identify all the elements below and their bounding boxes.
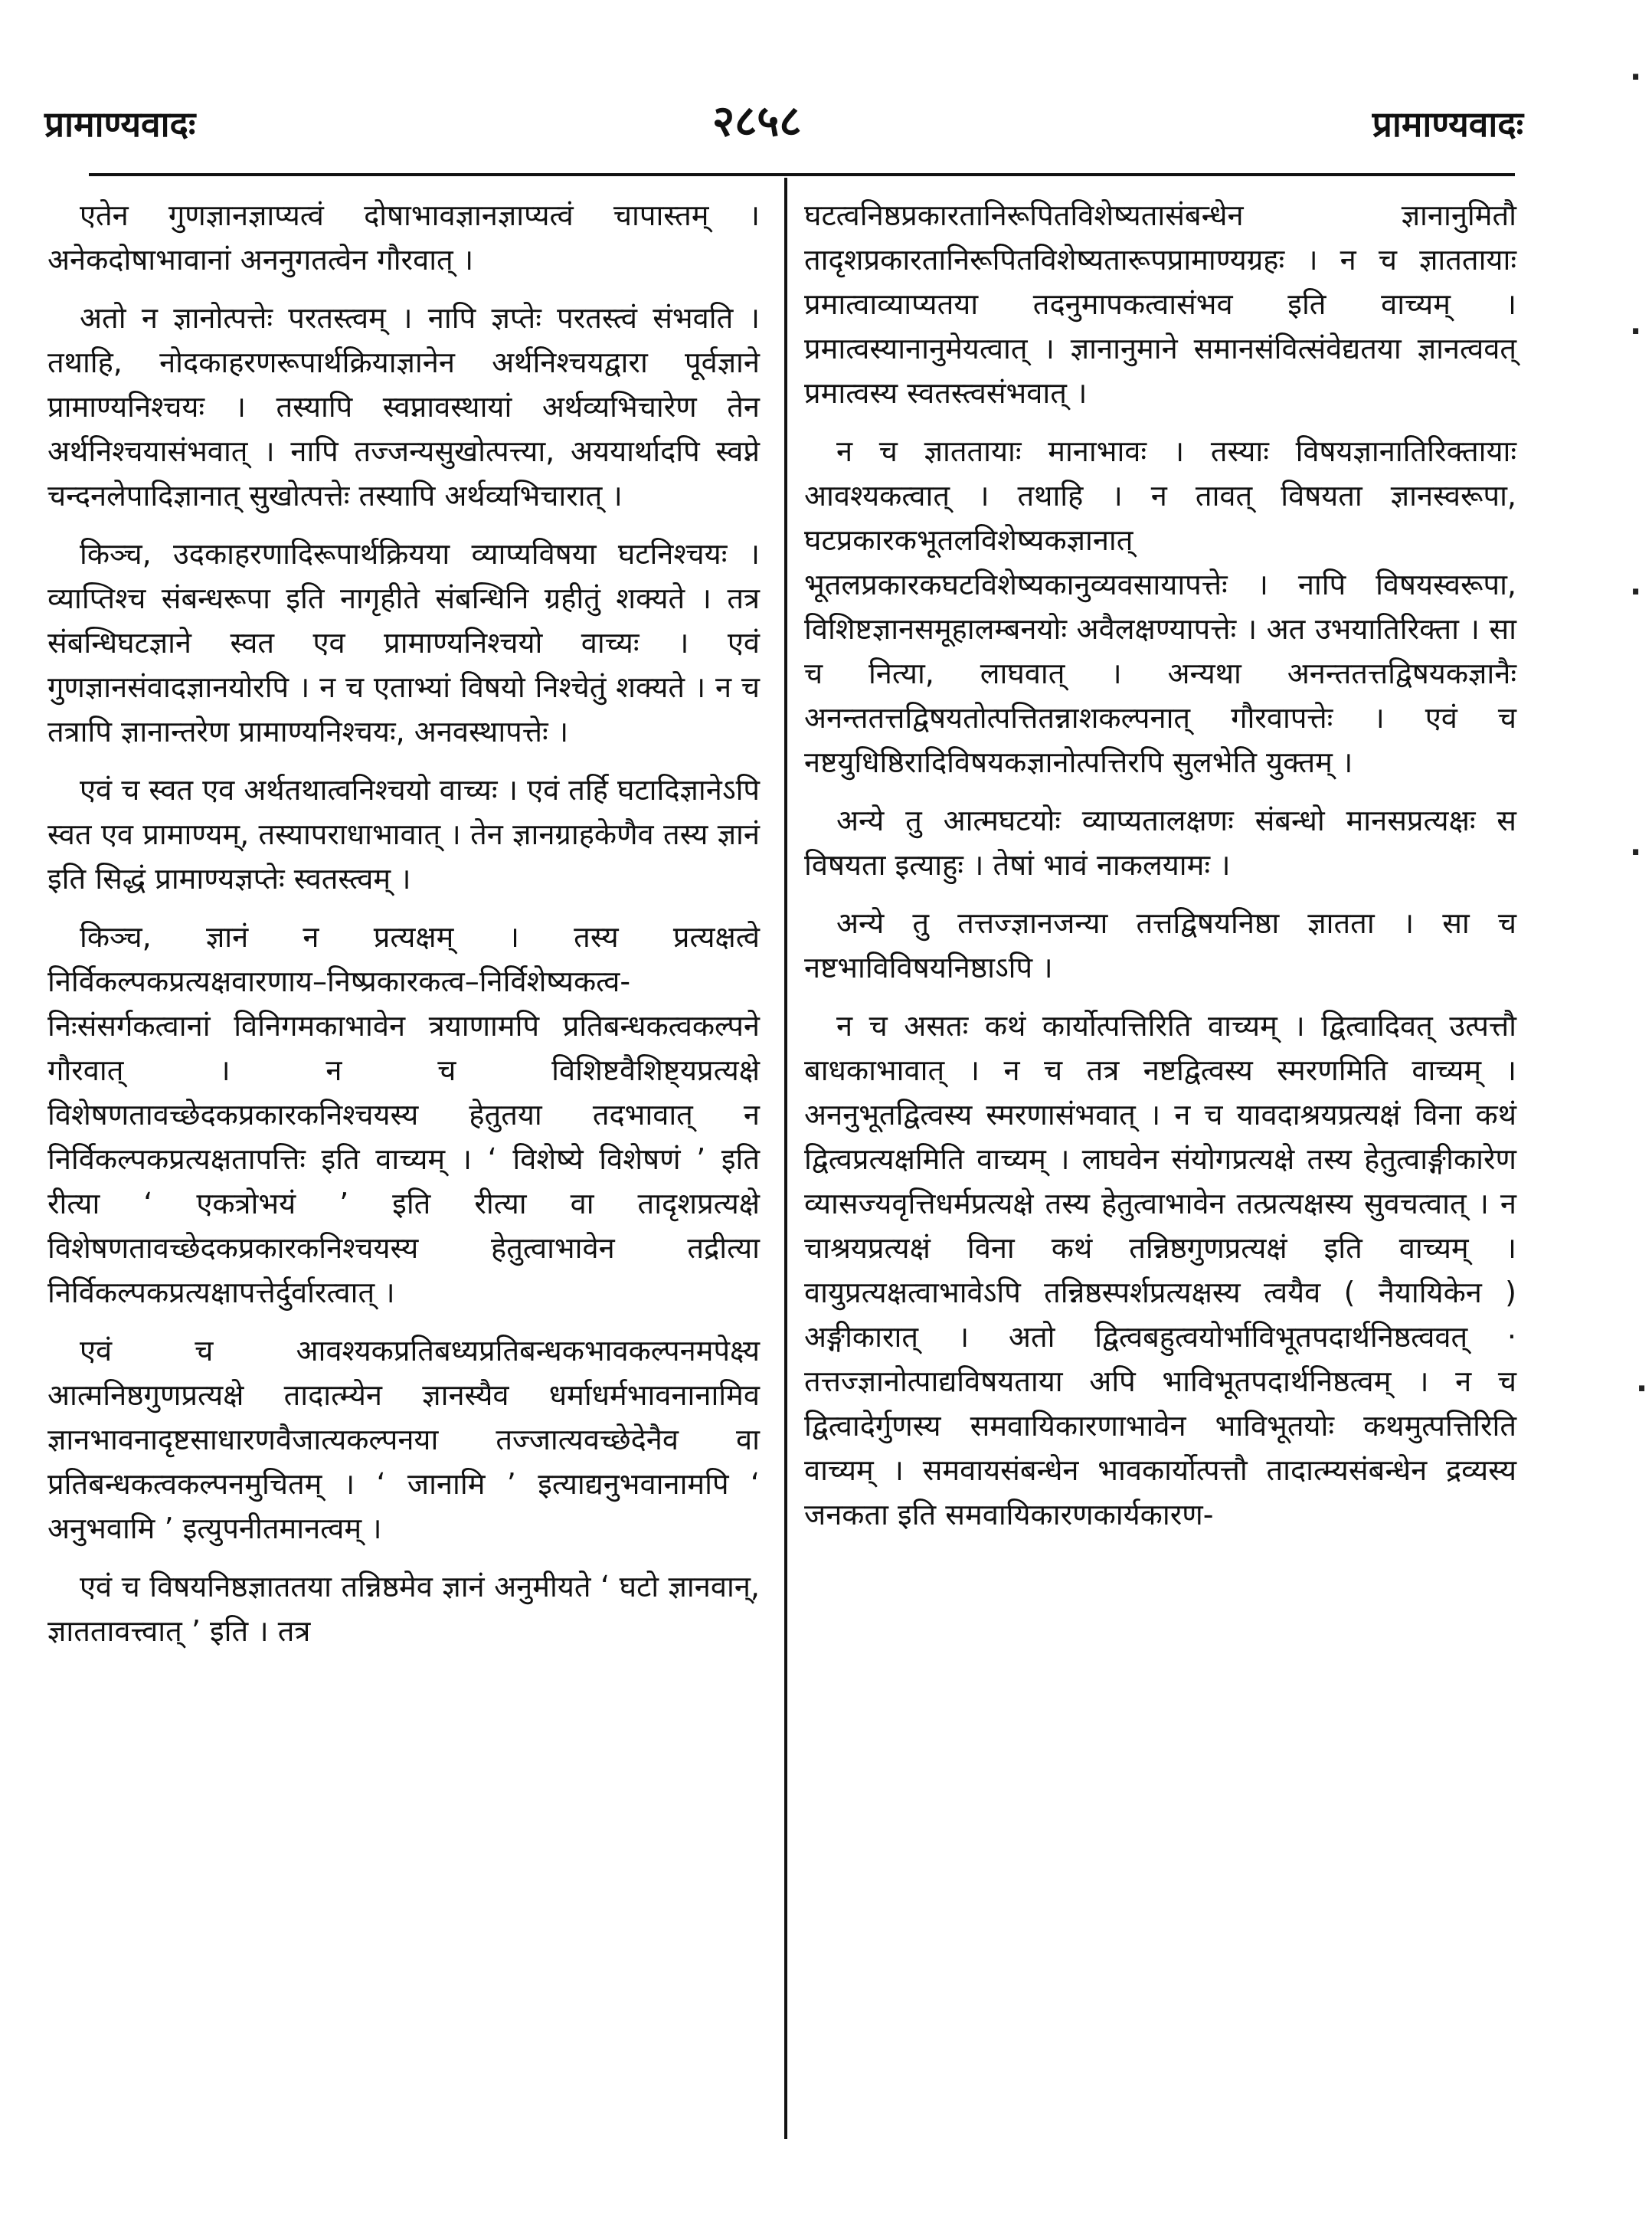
paragraph: अन्ये तु आत्मघटयोः व्याप्यतालक्षणः संबन्धो मानसप्रत्यक्षः स विषयता इत्याहुः । तेषां भावं नाकलयामः । — [804, 804, 1516, 882]
scan-speck: · — [1630, 575, 1642, 610]
paragraph: अतो न ज्ञानोत्पत्तेः परतस्त्वम् । नापि ज्ञप्तेः परतस्त्वं संभवति । तथाहि, नोदकाहरणरूपार्थक्रियाज्ञानेन अर्थनिश्चयद्वारा पूर्वज्ञाने प्रामाण्यनिश्चयः । तस्यापि स्वप्नावस्थायां अर्थव्यभिचारेण तेन अर्थनिश्चयासंभवात् । नापि तज्जन्यसुखोत्पत्त्या, अययार्थादपि स्वप्ने चन्दनलेपादिज्ञानात् सुखोत्पत्तेः तस्यापि अर्थव्यभिचारात् । — [47, 301, 760, 513]
right-column — [804, 193, 1516, 1551]
running-head-right: प्रामाण्यवादः — [1372, 103, 1523, 145]
scan-speck: · — [1636, 1371, 1648, 1407]
paragraph: अन्ये तु तत्तज्ज्ञानजन्या तत्तद्विषयनिष्ठा ज्ञातता । सा च नष्टभाविविषयनिष्ठाऽपि । — [804, 906, 1516, 984]
paragraph: किञ्च, उदकाहरणादिरूपार्थक्रियया व्याप्यविषया घटनिश्चयः । व्याप्तिश्च संबन्धरूपा इति नागृहीते संबन्धिनि ग्रहीतुं शक्यते । तत्र संबन्धिघटज्ञाने स्वत एव प्रामाण्यनिश्चयो वाच्यः । एवं गुणज्ञानसंवादज्ञानयोरपि । न च एताभ्यां विषयो निश्चेतुं शक्यते । न च तत्रापि ज्ञानान्तरेण प्रामाण्यनिश्चयः, अनवस्थापत्तेः । — [47, 537, 760, 748]
paragraph: एवं च विषयनिष्ठज्ञाततया तन्निष्ठमेव ज्ञानं अनुमीयते ‘ घटो ज्ञानवान्, ज्ञाततावत्त्वात् ’ इति । तत्र — [47, 1570, 760, 1648]
paragraph: घटत्वनिष्ठप्रकारतानिरूपितविशेष्यतासंबन्धेन ज्ञानानुमितौ तादृशप्रकारतानिरूपितविशेष्यतारूपप्रामाण्यग्रहः । न च ज्ञाततायाः प्रमात्वाव्याप्यतया तदनुमापकत्वासंभव इति वाच्यम् । प्रमात्वस्यानानुमेयत्वात् । ज्ञानानुमाने समानसंवित्संवेद्यतया ज्ञानत्ववत् प्रमात्वस्य स्वतस्त्वसंभवात् । — [804, 198, 1516, 410]
scan-speck: · — [1630, 835, 1642, 870]
page-header — [0, 0, 1652, 153]
paragraph: किञ्च, ज्ञानं न प्रत्यक्षम् । तस्य प्रत्यक्षत्वे निर्विकल्पकप्रत्यक्षवारणाय–निष्प्रकारकत्व–निर्विशेष्यकत्व-निःसंसर्गकत्वानां विनिगमकाभावेन त्रयाणामपि प्रतिबन्धकत्वकल्पने गौरवात् । न च विशिष्टवैशिष्ट्यप्रत्यक्षे विशेषणतावच्छेदकप्रकारकनिश्चयस्य हेतुतया तदभावात् न निर्विकल्पकप्रत्यक्षतापत्तिः इति वाच्यम् । ‘ विशेष्ये विशेषणं ’ इति रीत्या ‘ एकत्रोभयं ’ इति रीत्या वा तादृशप्रत्यक्षे विशेषणतावच्छेदकप्रकारकनिश्चयस्य हेतुत्वाभावेन तद्रीत्या निर्विकल्पकप्रत्यक्षापत्तेर्दुर्वारत्वात् । — [47, 920, 760, 1309]
paragraph: एवं च स्वत एव अर्थतथात्वनिश्चयो वाच्यः । एवं तर्हि घटादिज्ञानेऽपि स्वत एव प्रामाण्यम्, तस्यापराधाभावात् । तेन ज्ञानग्राहकेणैव तस्य ज्ञानं इति सिद्धं प्रामाण्यज्ञप्तेः स्वतस्त्वम् । — [47, 773, 760, 896]
page-number: २८५८ — [712, 97, 802, 146]
header-rule — [89, 173, 1515, 176]
left-column — [47, 193, 760, 1667]
paragraph: न च असतः कथं कार्योत्पत्तिरिति वाच्यम् । द्वित्वादिवत् उत्पत्तौ बाधकाभावात् । न च तत्र नष्टद्वित्वस्य स्मरणमिति वाच्यम् । अननुभूतद्वित्वस्य स्मरणासंभवात् । न च यावदाश्रयप्रत्यक्षं विना कथं द्वित्वप्रत्यक्षमिति वाच्यम् । लाघवेन संयोगप्रत्यक्षे तस्य हेतुत्वाङ्गीकारेण व्यासज्यवृत्तिधर्मप्रत्यक्षे तस्य हेतुत्वाभावेन तत्प्रत्यक्षस्य सुवचत्वात् । न चाश्रयप्रत्यक्षं विना कथं तन्निष्ठगुणप्रत्यक्षं इति वाच्यम् । वायुप्रत्यक्षत्वाभावेऽपि तन्निष्ठस्पर्शप्रत्यक्षस्य त्वयैव ( नैयायिकेन ) अङ्गीकारात् । अतो द्वित्वबहुत्वयोर्भाविभूतपदार्थनिष्ठत्ववत् · तत्तज्ज्ञानोत्पाद्यविषयताया अपि भाविभूतपदार्थनिष्ठत्वम् । न च द्वित्वादेर्गुणस्य समवायिकारणाभावेन भाविभूतयोः कथमुत्पत्तिरिति वाच्यम् । समवायसंबन्धेन भावकार्योत्पत्तौ तादात्म्यसंबन्धेन द्रव्यस्य जनकता इति समवायिकारणकार्यकारण- — [804, 1009, 1516, 1531]
scan-speck: · — [1630, 60, 1642, 95]
paragraph: न च ज्ञाततायाः मानाभावः । तस्याः विषयज्ञानातिरिक्तायाः आवश्यकत्वात् । तथाहि । न तावत् विषयता ज्ञानस्वरूपा, घटप्रकारकभूतलविशेष्यकज्ञानात् भूतलप्रकारकघटविशेष्यकानुव्यवसायापत्तेः । नापि विषयस्वरूपा, विशिष्टज्ञानसमूहालम्बनयोः अवैलक्षण्यापत्तेः । अत उभयातिरिक्ता । सा च नित्या, लाघवात् । अन्यथा अनन्ततत्तद्विषयकज्ञानैः अनन्ततत्तद्विषयतोत्पत्तितन्नाशकल्पनात् गौरवापत्तेः । एवं च नष्टयुधिष्ठिरादिविषयकज्ञानोत्पत्तिरपि सुलभेति युक्तम् । — [804, 434, 1516, 779]
paragraph: एवं च आवश्यकप्रतिबध्यप्रतिबन्धकभावकल्पनमपेक्ष्य आत्मनिष्ठगुणप्रत्यक्षे तादात्म्येन ज्ञानस्यैव धर्माधर्मभावनानामिव ज्ञानभावनादृष्टसाधारणवैजात्यकल्पनया तज्जात्यवच्छेदेनैव वा प्रतिबन्धकत्वकल्पनमुचितम् । ‘ जानामि ’ इत्याद्यनुभवानामपि ‘ अनुभवामि ’ इत्युपनीतमानत्वम् । — [47, 1334, 760, 1545]
column-divider — [784, 178, 787, 2139]
running-head-left: प्रामाण्यवादः — [44, 103, 196, 145]
paragraph: एतेन गुणज्ञानज्ञाप्यत्वं दोषाभावज्ञानज्ञाप्यत्वं चापास्तम् । अनेकदोषाभावानां अननुगतत्वेन गौरवात् । — [47, 198, 760, 277]
scan-speck: · — [1630, 314, 1642, 349]
